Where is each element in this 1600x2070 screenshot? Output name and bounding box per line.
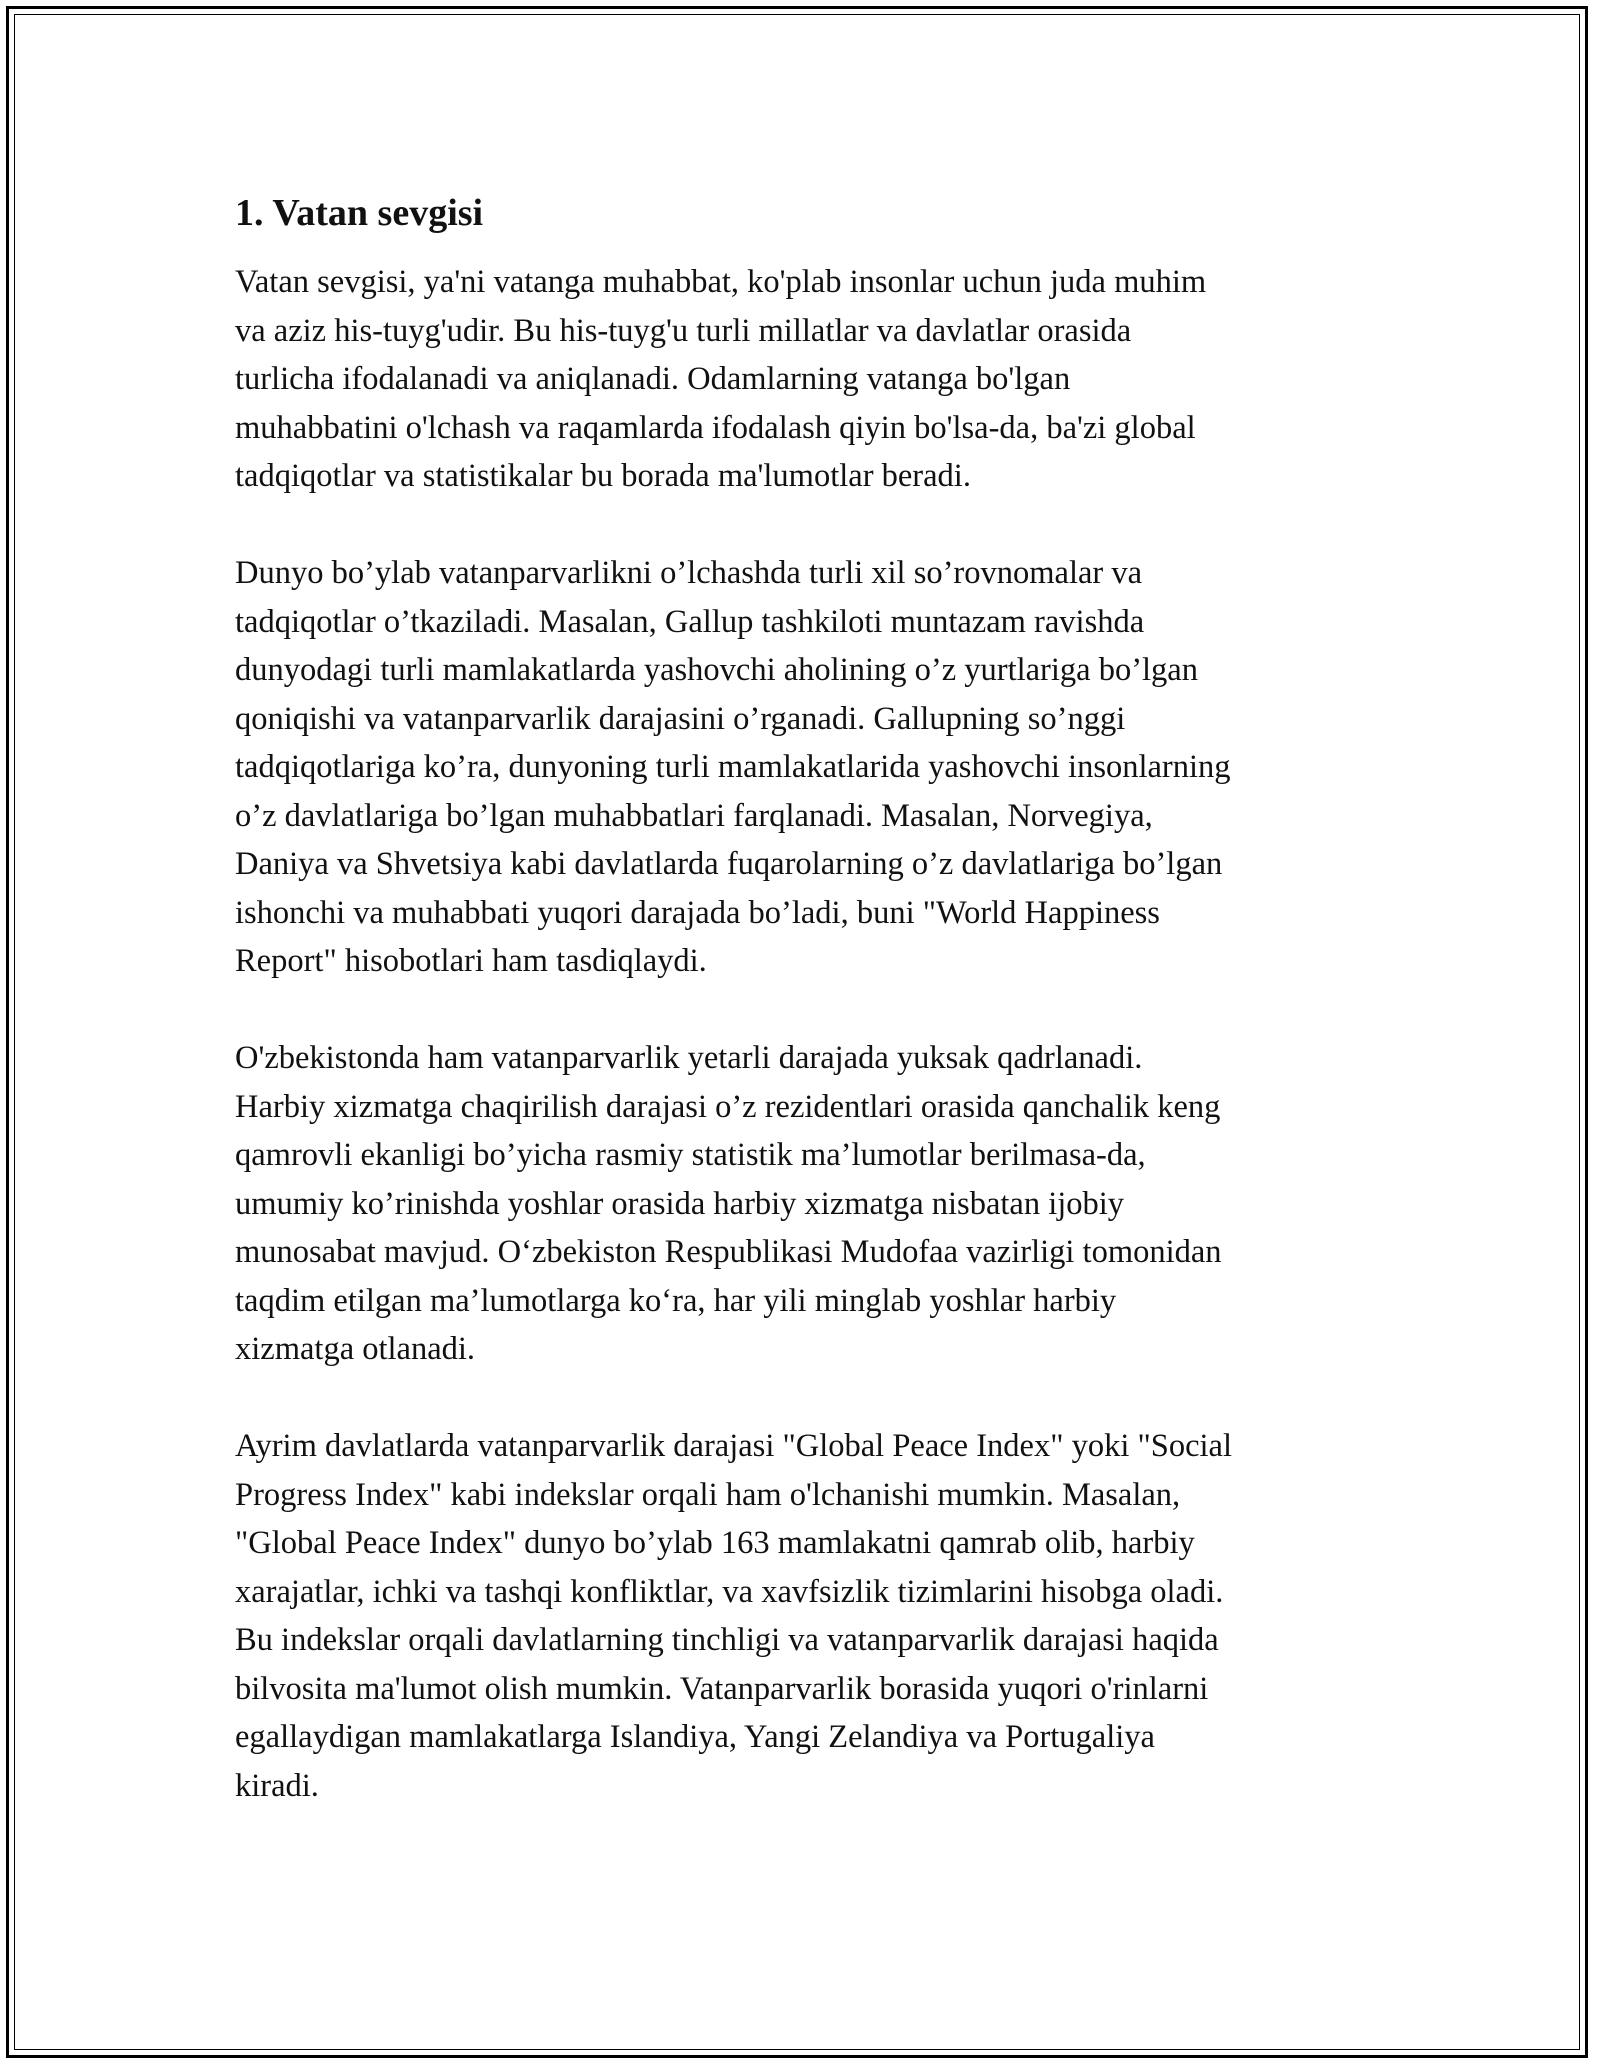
- section-title: 1. Vatan sevgisi: [235, 192, 484, 234]
- paragraph-4: Ayrim davlatlarda vatanparvarlik darajasi "Global Peace Index" yoki "Social Progress Index" kabi indekslar orqali ham o'lchanishi mumkin. Masalan, "Global Peace Index" dunyo bo’ylab 163 mamlakatni qamrab olib, harbiy xarajatlar, ichki va tashqi konfliktlar, va xavfsizlik tizimlarini hisobga oladi. Bu indekslar orqali davlatlarning tinchligi va vatanparvarlik darajasi haqida bilvosita ma'lumot olish mumkin. Vatanparvarlik borasida yuqori o'rinlarni egallaydigan mamlakatlarga Islandiya, Yangi Zelandiya va Portugaliya kiradi.: [235, 1428, 1233, 1804]
- document-body: [235, 190, 1375, 1859]
- paragraph-1: Vatan sevgisi, ya'ni vatanga muhabbat, ko'plab insonlar uchun juda muhim va aziz his-tuyg'udir. Bu his-tuyg'u turli millatlar va davlatlar orasida turlicha ifodalanadi va aniqlanadi. Odamlarning vatanga bo'lgan muhabbatini o'lchash va raqamlarda ifodalash qiyin bo'lsa-da, ba'zi global tadqiqotlar va statistikalar bu borada ma'lumotlar beradi.: [235, 264, 1207, 494]
- paragraph-3: O'zbekistonda ham vatanparvarlik yetarli darajada yuksak qadrlanadi. Harbiy xizmatga chaqirilish darajasi o’z rezidentlari orasida qanchalik keng qamrovli ekanligi bo’yicha rasmiy statistik ma’lumotlar berilmasa-da, umumiy ko’rinishda yoshlar orasida harbiy xizmatga nisbatan ijobiy munosabat mavjud. O‘zbekiston Respublikasi Mudofaa vazirligi tomonidan taqdim etilgan ma’lumotlarga ko‘ra, har yili minglab yoshlar harbiy xizmatga otlanadi.: [235, 1040, 1222, 1367]
- paragraph-2: Dunyo bo’ylab vatanparvarlikni o’lchashda turli xil so’rovnomalar va tadqiqotlar o’tkaziladi. Masalan, Gallup tashkiloti muntazam ravishda dunyodagi turli mamlakatlarda yashovchi aholining o’z yurtlariga bo’lgan qoniqishi va vatanparvarlik darajasini o’rganadi. Gallupning so’nggi tadqiqotlariga ko’ra, dunyoning turli mamlakatlarida yashovchi insonlarning o’z davlatlariga bo’lgan muhabbatlari farqlanadi. Masalan, Norvegiya, Daniya va Shvetsiya kabi davlatlarda fuqarolarning o’z davlatlariga bo’lgan ishonchi va muhabbati yuqori darajada bo’ladi, buni "World Happiness Report" hisobotlari ham tasdiqlaydi.: [235, 555, 1231, 979]
